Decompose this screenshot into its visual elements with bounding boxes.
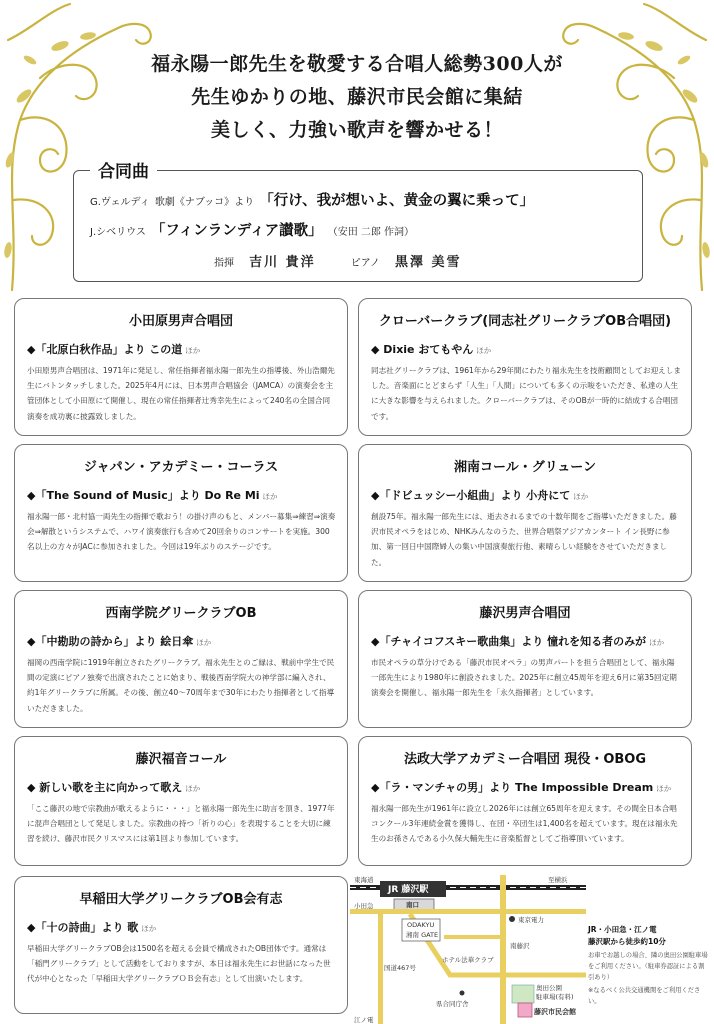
program-etc: ほか [656,784,672,793]
lyricist: （安田 二郎 作詞） [327,227,415,238]
choir-description: 福岡の西南学院に1919年創立されたグリークラブ。福永先生とのご縁は、戦前中学生で民間の定演にピアノ独奏で出演されたことに始まり、戦後西南学院大の神学部に編入され、約1年グリークラブに所属。その後、創立40～70周年まで30年にわたり指揮者として指導いただきました。 [27,658,335,713]
map-label-minami-fujisawa: 南藤沢 [510,942,530,950]
choir-program [371,633,683,649]
choir-program [27,779,339,795]
map-label-prefecture: 県合同庁舎 [436,1000,469,1008]
joint-song-box [73,162,643,282]
map-odakyu-building: ODAKYU [407,921,435,929]
choir-card-fujisawa-male [358,590,692,728]
composer-verdi: G.ヴェルディ [90,197,150,208]
map-label-national-road: 国道467号 [384,964,416,972]
map-station-name: JR 藤沢駅 [388,885,429,895]
song-title-2: 「フィンランディア讃歌」 [150,223,323,239]
choir-card-fujisawa-gospel [14,736,348,866]
map-label-yokohama: 至横浜 [548,876,568,884]
choir-card-clover [358,298,692,436]
joint-song-line-2 [90,219,414,240]
map-label-tokyo-denryoku: 東京電力 [518,916,544,924]
program-text: ◆「北原白秋作品」より この道 [27,343,183,356]
program-etc: ほか [196,638,212,647]
access-transit-note: ※なるべく公共交通機関をご利用ください。 [588,987,701,1005]
choir-card-hosei [358,736,692,866]
conductor-name: 吉川 貴洋 [249,255,316,270]
joint-song-line-3 [214,251,492,270]
choir-program [27,633,339,649]
joint-song-title: 合同曲 [90,157,157,182]
choir-card-shonan-grun [358,444,692,582]
choir-description: 福永陽一郎先生が1961年に設立し2026年には創立65周年を迎えます。その間全日本合唱コンクール3年連続金賞を獲得し、在団・卒団生は1,400名を超えています。現在は福永先生のお孫さんである小久保大輔先生に音楽監督としてご指導頂いています。 [371,804,678,844]
headline-line-3: 美しく、力強い歌声を響かせる！ [210,119,504,141]
program-etc: ほか [141,924,157,933]
program-etc: ほか [649,638,665,647]
choir-title: 藤沢福音コール [135,752,227,767]
choir-program [27,487,339,503]
piano-label: ピアノ [350,258,380,269]
song-title-1: 「行け、我が想いよ、黄金の翼に乗って」 [259,193,535,209]
choir-card-odawara [14,298,348,436]
composer-sibelius: J.シベリウス [90,227,146,238]
choir-description: 早稲田大学グリークラブOB会は1500名を超える会員で構成されたOB団体です。通常は「稲門グリークラブ」として活動をしておりますが、本日は福永先生にお世話になった世代が中心となった「早稲田大学グリークラブＯＢ会有志」として出演いたします。 [27,944,331,984]
program-text: ◆「中勘助の詩から」より 絵日傘 [27,635,194,648]
map-label-enoden: 江ノ電 [354,1016,374,1024]
pianist-name: 黒澤 美雪 [395,255,462,270]
map-label-tokaido: 東海道 [354,876,374,884]
choir-title: 藤沢男声合唱団 [479,606,571,621]
program-etc: ほか [476,346,492,355]
choir-program [371,487,683,503]
headline [0,48,714,147]
map-shonan-gate: 湘南 GATE [406,931,439,939]
program-text: ◆「ドビュッシー小組曲」より 小舟にて [371,489,571,502]
program-text: ◆「十の詩曲」より 歌 [27,921,139,934]
choir-program [27,341,339,357]
map-label-odakyu-line: 小田急 [354,902,374,910]
map-south-exit: 南口 [406,901,419,909]
choir-card-seinan [14,590,348,728]
program-text: ◆「チャイコフスキー歌曲集」より 憧れを知る者のみが [371,635,647,648]
conductor-label: 指揮 [214,258,234,269]
program-text: ◆「The Sound of Music」より Do Re Mi [27,489,260,502]
program-etc: ほか [185,346,201,355]
choir-title: 小田原男声合唱団 [128,314,233,329]
choir-program [371,779,683,795]
access-parking-note: お車でお越しの場合、隣の奥田公園駐車場をご利用ください。（駐車券認証による割引あり） [588,952,708,981]
choir-program [27,919,339,935]
joint-song-line-1 [90,189,534,210]
program-etc: ほか [185,784,201,793]
choir-card-japan-academy [14,444,348,582]
choir-title: クローバークラブ(同志社グリークラブOB合唱団) [378,314,672,329]
program-text: ◆ Dixie おてもやん [371,343,474,356]
choir-description: 福永陽一郎・北村協一両先生の指揮で歌おう！の掛け声のもと、メンバー募集⇒練習⇒演奏会⇒解散というシステムで、ハワイ演奏旅行も含めて20回余りのコンサートを実施。300名以上の方々がJACに参加されました。今回は19年ぶりのステージです。 [27,512,336,552]
choir-title: 法政大学アカデミー合唱団 現役・OBOG [403,752,647,767]
choir-description: 同志社グリークラブは、1961年から29年間にわたり福永先生を技術顧問としてお迎えしました。音楽面にとどまらず「人生」「人間」についても多くの示唆をいただき、私達の人生に大きな影響を与えられました。クローバークラブは、そのOBが一時的に結成する合唱団です。 [371,366,681,421]
access-info [588,924,710,1007]
choir-description: 市民オペラの草分けである「藤沢市民オペラ」の男声パートを担う合唱団として、福永陽一郎先生により1980年に創設されました。2025年に創立45周年を迎え6月に第35回定期演奏会を開催し、福永陽一郎先生を「永久指揮者」としています。 [371,658,677,698]
choir-program [371,341,683,357]
choir-card-waseda [14,876,348,1014]
map-label-parking: 駐車場(有料) [536,993,574,1001]
program-text: ◆ 新しい歌を主に向かって歌え [27,781,183,794]
program-etc: ほか [573,492,589,501]
map-venue-label: 藤沢市民会館 [534,1008,576,1016]
choir-title: 早稲田大学グリークラブOB会有志 [79,892,283,907]
access-walk: 藤沢駅から徒歩約10分 [588,937,666,946]
choir-description: 小田原男声合唱団は、1971年に発足し、常任指揮者福永陽一郎先生の指導後、外山浩爾先生にバトンタッチしました。2025年4月には、日本男声合唱協会（JAMCA）の演奏会を主管団体として小田原にて開催し、現在の常任指揮者辻秀幸先生によって240名の全国合同演奏を成功裏に披露致しました。 [27,366,335,421]
map-label-park: 奥田公園 [536,984,562,992]
program-etc: ほか [262,492,278,501]
program-text: ◆「ラ・マンチャの男」より The Impossible Dream [371,781,654,794]
choir-description: 「ここ藤沢の地で宗教曲が歌えるように・・・」と福永陽一郎先生に助言を頂き、1977年に混声合唱団として発足しました。宗教曲の持つ「祈りの心」を表現することを大切に練習を続け、藤沢市民クリスマスには第1回より参加しています。 [27,804,335,844]
choir-title: 西南学院グリークラブOB [105,606,257,621]
headline-line-1: 福永陽一郎先生を敬愛する合唱人総勢300人が [151,53,563,75]
choir-title: 湘南コール・グリューン [453,460,597,475]
access-lines: JR・小田急・江ノ電 [588,925,657,934]
choir-title: ジャパン・アカデミー・コーラス [83,460,279,475]
opera-name: 歌劇《ナブッコ》より [154,197,255,208]
headline-line-2: 先生ゆかりの地、藤沢市民会館に集結 [191,86,523,108]
map-label-hotel: ホテル法華クラブ [442,956,494,964]
choir-description: 創設75年。福永陽一郎先生には、逝去されるまでの十数年間をご指導いただきました。藤沢市民オペラをはじめ、NHKみんなのうた、世界合唱祭アジアカンタート イン長野に参加、第一回日中国際婦人の集い中国演奏旅行他、素晴らしい経験をさせていただきました。 [371,512,677,567]
